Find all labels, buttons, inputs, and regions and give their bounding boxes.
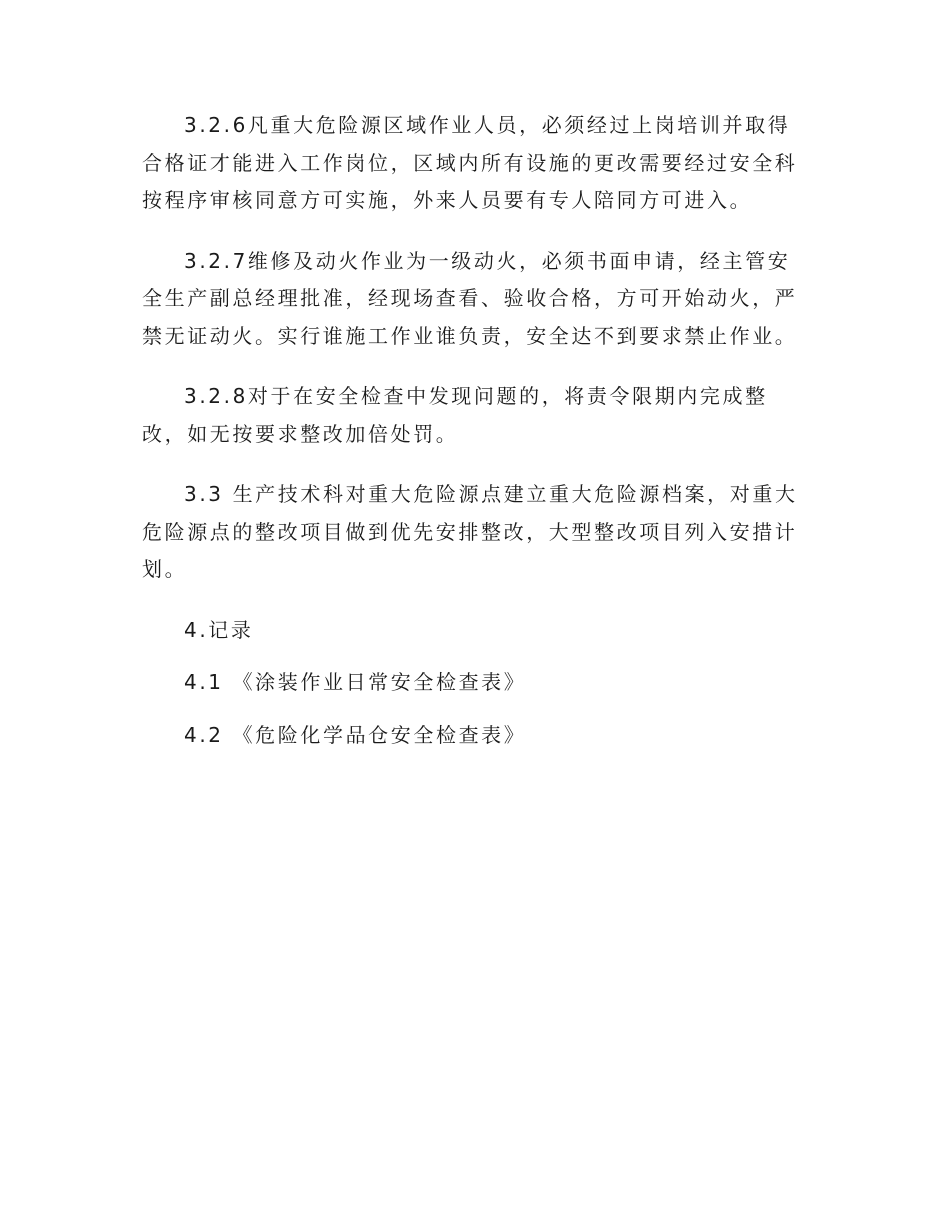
paragraph-3-2-8: 3.2.8对于在安全检查中发现问题的，将责令限期内完成整改，如无按要求整改加倍处罚。 xyxy=(142,384,768,446)
paragraph-3-2-7: 3.2.7维修及动火作业为一级动火，必须书面申请，经主管安全生产副总经理批准，经现场查看、验收合格，方可开始动火，严禁无证动火。实行谁施工作业谁负责，安全达不到要求禁止作业。 xyxy=(142,248,798,348)
record-item-4-2: 4.2 《危险化学品仓安全检查表》 xyxy=(184,722,527,747)
paragraph-3-3: 3.3 生产技术科对重大危险源点建立重大危险源档案，对重大危险源点的整改项目做到优先安排整改，大型整改项目列入安措计划。 xyxy=(142,482,798,581)
section-heading-records: 4.记录 xyxy=(184,617,254,642)
paragraph-3-2-6: 3.2.6凡重大危险源区域作业人员，必须经过上岗培训并取得合格证才能进入工作岗位，区域内所有设施的更改需要经过安全科按程序审核同意方可实施，外来人员要有专人陪同方可进入。 xyxy=(142,113,798,212)
record-item-4-1: 4.1 《涂装作业日常安全检查表》 xyxy=(184,670,527,694)
